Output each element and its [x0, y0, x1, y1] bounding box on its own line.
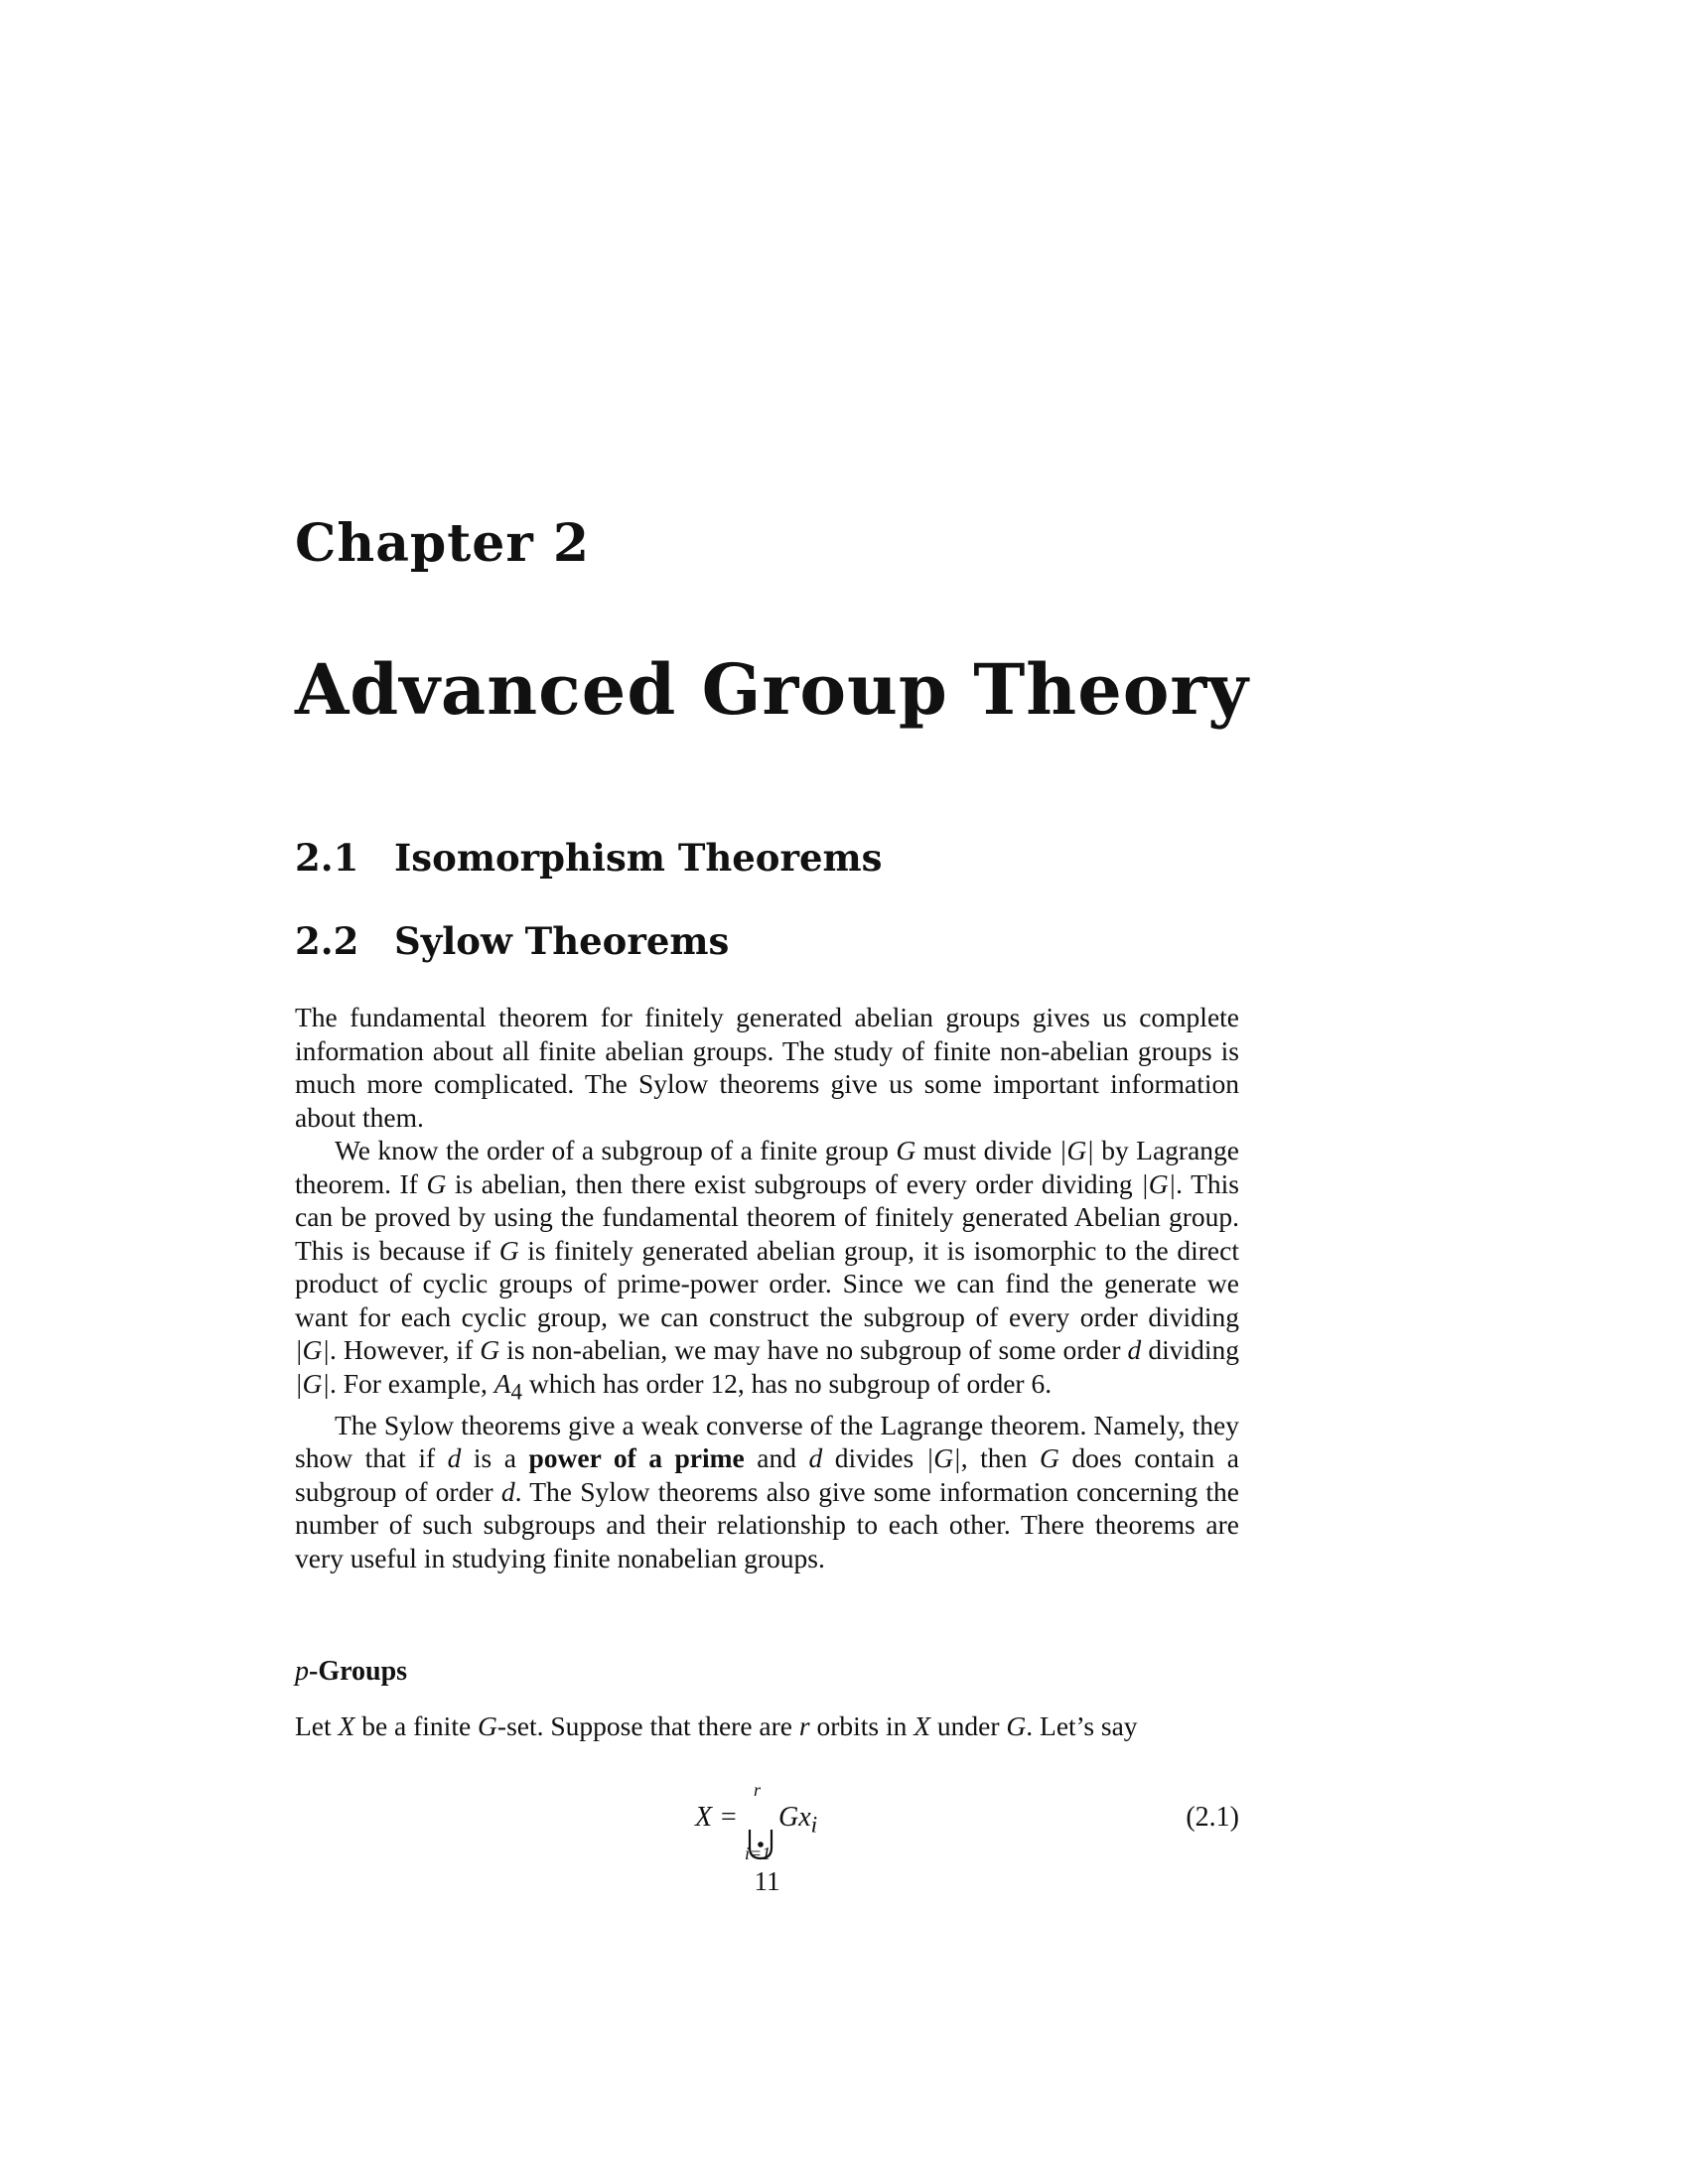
paragraph-intro: The fundamental theorem for finitely generated abelian groups gives us complete information about all finite abelian groups. The study of finite non-abelian groups is much more complicated. The Sylow theorems give us some important information about them. — [295, 1002, 1239, 1133]
paragraph-sylow — [295, 1409, 1239, 1575]
text: is non-abelian, we may have no subgroup of some order — [499, 1334, 1128, 1365]
math: |G| — [295, 1367, 330, 1399]
text: is finitely generated abelian group, it is isomorphic to the direct product of cyclic groups of prime-power order. Since we can find the generate we want for each cyclic group, we can construct the subgroup of every order dividing — [295, 1234, 1239, 1332]
text: . For example, — [329, 1367, 494, 1399]
math: G — [498, 1234, 519, 1266]
math: r — [798, 1710, 810, 1741]
text: must divide — [915, 1135, 1059, 1165]
paragraph-lagrange — [295, 1134, 1239, 1409]
text: We know the order of a subgroup of a finite group — [335, 1135, 897, 1165]
text: . The Sylow theorems also give some information concerning the number of such subgroups and their relationship to each other. There theorems are very useful in studying finite nonabelian groups. — [295, 1475, 1239, 1573]
equation-lower-limit: i=1 — [745, 1843, 772, 1863]
text: . This can be proved by using the fundamental theorem of finitely generated Abelian group. This is because if — [295, 1167, 1239, 1266]
text: Let — [295, 1710, 339, 1741]
math: A — [493, 1367, 511, 1399]
math: X — [914, 1710, 931, 1741]
text: under — [930, 1710, 1007, 1741]
text: does contain a subgroup of order — [295, 1442, 1239, 1507]
text: . Let’s say — [1026, 1710, 1138, 1741]
math-subscript: i — [810, 1812, 818, 1839]
math: d — [447, 1442, 462, 1473]
math: p — [295, 1656, 309, 1687]
bold-term: power of a prime — [528, 1442, 745, 1473]
subsection-body — [295, 1709, 1239, 1743]
math: G — [478, 1710, 497, 1741]
equation-upper-limit: r — [754, 1780, 762, 1800]
section-number: 2.2 — [295, 919, 359, 963]
math: X — [338, 1710, 355, 1741]
section-title: Isomorphism Theorems — [394, 836, 883, 880]
math: d — [808, 1442, 823, 1473]
section-body — [295, 1001, 1239, 1574]
text: is abelian, then there exist subgroups of every order dividing — [446, 1167, 1142, 1199]
section-heading-2-2 — [295, 919, 730, 963]
text: dividing — [1141, 1334, 1239, 1365]
equation-lhs: X = — [695, 1802, 738, 1833]
text: , then — [960, 1442, 1040, 1473]
equation-2-1 — [695, 1780, 1239, 1863]
math: |G| — [1058, 1135, 1094, 1165]
text: . However, if — [329, 1334, 481, 1365]
equation-number: (2.1) — [1186, 1802, 1239, 1833]
text: by Lagrange theorem. If — [295, 1135, 1239, 1199]
text: divides — [822, 1442, 926, 1473]
equation-rhs — [778, 1802, 817, 1840]
math-subscript: 4 — [510, 1379, 522, 1404]
chapter-title: Advanced Group Theory — [295, 648, 1249, 731]
math: G — [1006, 1710, 1027, 1741]
math: d — [500, 1475, 515, 1507]
section-title: Sylow Theorems — [394, 919, 730, 963]
subsection-title: -Groups — [309, 1656, 408, 1687]
math: G — [896, 1135, 916, 1165]
text: be a finite — [354, 1710, 479, 1741]
section-heading-2-1 — [295, 836, 883, 880]
section-number: 2.1 — [295, 836, 359, 880]
math: G — [480, 1334, 500, 1365]
math: G — [426, 1167, 447, 1199]
math: |G| — [925, 1442, 961, 1473]
chapter-label: Chapter 2 — [295, 513, 591, 574]
math: |G| — [295, 1334, 330, 1365]
text: which has order 12, has no subgroup of order 6. — [521, 1367, 1053, 1399]
text: and — [744, 1442, 809, 1473]
math: d — [1127, 1334, 1142, 1365]
page-number: 11 — [754, 1866, 780, 1896]
text: orbits in — [809, 1710, 914, 1741]
text: is a — [461, 1442, 529, 1473]
subsection-heading — [295, 1656, 407, 1688]
math: G — [1039, 1442, 1059, 1473]
text: The Sylow theorems give a weak converse of the Lagrange theorem. Namely, they show that if — [295, 1409, 1239, 1473]
math: |G| — [1141, 1167, 1177, 1199]
math: Gx — [778, 1802, 811, 1833]
text: -set. Suppose that there are — [496, 1710, 799, 1741]
paragraph-gset — [295, 1709, 1239, 1743]
